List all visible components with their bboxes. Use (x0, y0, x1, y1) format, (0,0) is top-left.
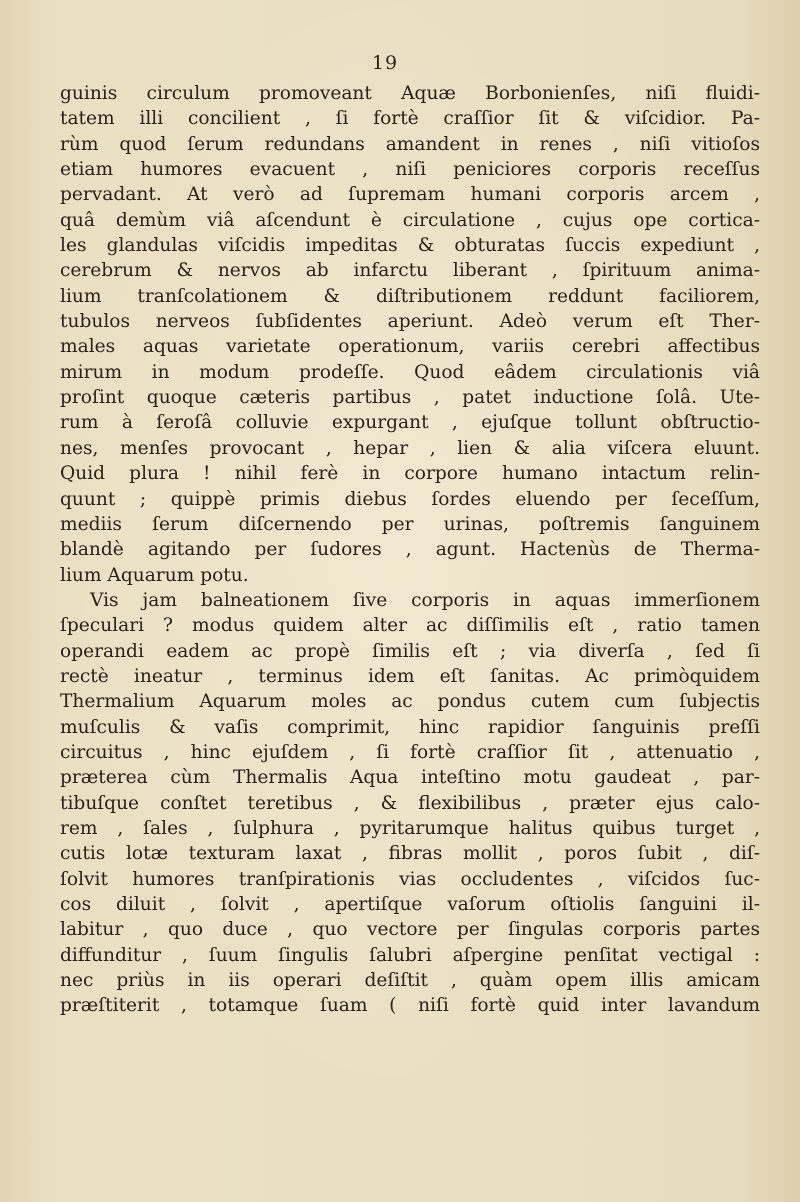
text-line: guinis circulum promoveant Aquæ Borbonienſes, niſi fluidi- (60, 83, 760, 104)
text-line: præterea cùm Thermalis Aqua inteſtino motu gaudeat , par- (60, 767, 760, 789)
text-line: quunt ; quippè primis diebus ſordes eluendo per ſeceſſum, (60, 488, 760, 510)
text-line: rem , ſales , ſulphura , pyritarumque halitus quibus turget , (60, 817, 760, 839)
text-line: Thermalium Aquarum moles ac pondus cutem cum ſubjectis (60, 691, 760, 713)
text-line: rectè ineatur , terminus idem eſt ſanitas. Ac primòquidem (60, 665, 760, 687)
text-line: ſolvit humores tranſpirationis vias occludentes , viſcidos ſuc- (60, 868, 760, 890)
text-line: etiam humores evacuent , niſi peniciores corporis receſſus (60, 159, 760, 181)
text-line: Vis jam balneationem ſive corporis in aquas immerſionem (90, 589, 760, 611)
text-line: proſint quoque cæteris partibus , patet inductione ſolâ. Ute- (60, 387, 760, 409)
text-line: cutis lotæ texturam laxat , fibras mollit , poros ſubit , diſ- (60, 843, 760, 865)
text-line: lium Aquarum potu. (60, 564, 249, 586)
text-line: operandi eadem ac propè ſimilis eſt ; via diverſa , ſed ſi (60, 640, 760, 662)
body-text (60, 81, 760, 1019)
text-line: mirum in modum prodeſſe. Quod eâdem circulationis viâ (60, 361, 760, 383)
text-line: mediis ſerum diſcernendo per urinas, poſtremis ſanguinem (60, 513, 760, 535)
text-line: males aquas varietate operationum, variis cerebri affectibus (60, 336, 760, 358)
text-line: labitur , quo duce , quo vectore per ſingulas corporis partes (60, 919, 760, 941)
text-line: Quid plura ! nihil ferè in corpore humano intactum relin- (60, 463, 760, 485)
text-line: blandè agitando per ſudores , agunt. Hactenùs de Therma- (60, 539, 760, 561)
text-line: nes, menſes provocant , hepar , lien & alia viſcera eluunt. (60, 437, 760, 459)
text-line: cerebrum & nervos ab infarctu liberant , ſpirituum anima- (60, 260, 760, 282)
text-line: pervadant. At verò ad ſupremam humani corporis arcem , (60, 184, 760, 206)
text-line: lium tranſcolationem & diſtributionem reddunt faciliorem, (60, 285, 760, 307)
text-line: les glandulas viſcidis impeditas & obturatas ſuccis expediunt , (60, 235, 760, 257)
text-line: diffunditur , ſuum ſingulis ſalubri aſpergine penſitat vectigal : (60, 944, 760, 966)
page-number: 19 (371, 52, 399, 74)
text-line: tatem illi concilient , ſi fortè craſſior ſit & viſcidior. Pa- (60, 108, 760, 130)
text-line: cos diluit , ſolvit , apertiſque vaſorum oſtiolis ſanguini il- (60, 894, 760, 915)
text-line: muſculis & vaſis comprimit, hinc rapidior ſanguinis preſſi (60, 716, 760, 738)
text-line: tubulos nerveos ſubſidentes aperiunt. Adeò verum eſt Ther- (60, 311, 760, 333)
text-line: circuitus , hinc ejuſdem , ſi fortè craſſior ſit , attenuatio , (60, 741, 760, 763)
text-line: nec priùs in iis operari deſiſtit , quàm opem illis amicam (60, 970, 760, 992)
text-line: quâ demùm viâ aſcendunt è circulatione , cujus ope cortica- (60, 209, 760, 231)
text-line: tibuſque conſtet teretibus , & flexibilibus , præter ejus calo- (60, 792, 760, 814)
text-line: ſpeculari ? modus quidem alter ac diſſimilis eſt , ratio tamen (60, 615, 760, 637)
text-line: præſtiterit , totamque ſuam ( niſi fortè quid inter lavandum (60, 995, 760, 1017)
text-line: rùm quod ſerum redundans amandent in renes , niſi vitioſos (60, 133, 760, 155)
text-line: rum à ſeroſâ colluvie expurgant , ejuſque tollunt obſtructio- (60, 412, 760, 434)
